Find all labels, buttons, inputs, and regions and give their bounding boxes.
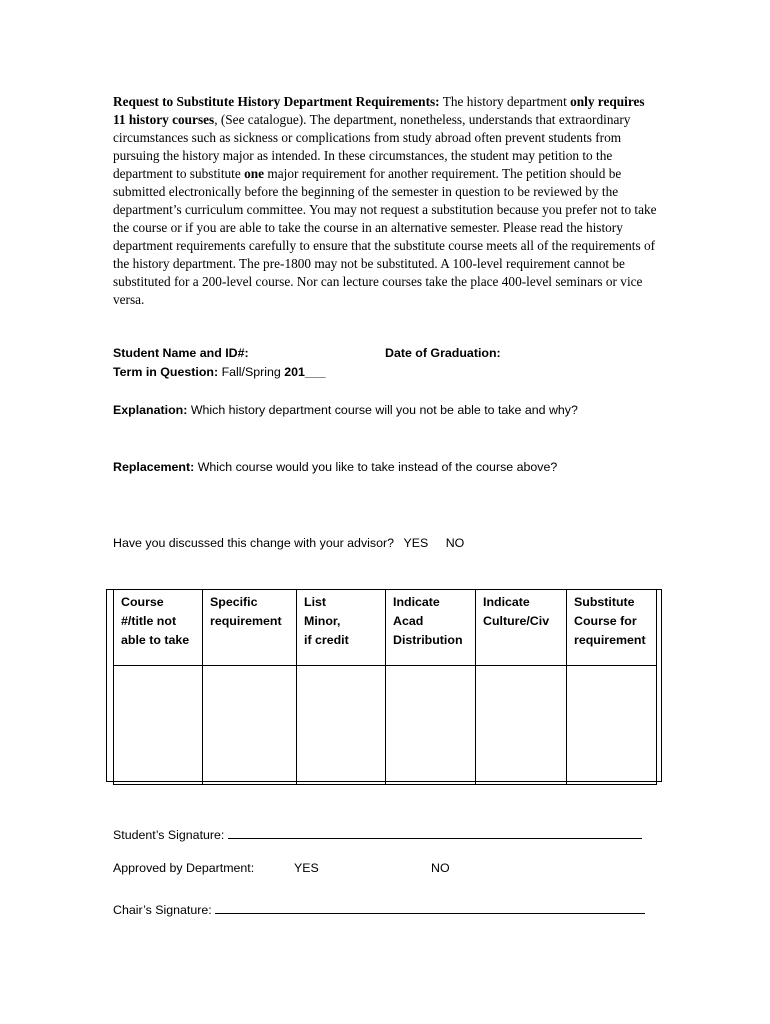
substitution-table: [113, 589, 657, 785]
approved-yes-option[interactable]: YES: [294, 861, 319, 875]
student-signature-line[interactable]: [228, 824, 642, 839]
approved-label: Approved by Department:: [113, 861, 255, 875]
header-acad-distribution: Indicate Acad Distribution: [386, 590, 476, 666]
replacement-label: Replacement:: [113, 460, 195, 474]
intro-bold-courses: only requires 11 history courses: [113, 94, 645, 127]
approved-no-option[interactable]: NO: [431, 861, 450, 875]
replacement-row: [113, 460, 557, 474]
header-specific-requirement: Specific requirement: [203, 590, 297, 666]
advisor-no-option[interactable]: NO: [445, 536, 465, 550]
cell-acad-distribution[interactable]: [386, 666, 476, 785]
graduation-date-label: Date of Graduation:: [385, 346, 501, 360]
intro-text-1: The history department: [439, 94, 571, 109]
header-culture-civ: Indicate Culture/Civ: [476, 590, 567, 666]
intro-bold-one: one: [244, 166, 265, 181]
explanation-label: Explanation:: [113, 403, 188, 417]
table-header-row: [114, 590, 657, 666]
header-course-not-able: Course #/title not able to take: [114, 590, 203, 666]
student-name-label: Student Name and ID#:: [113, 346, 249, 360]
table-input-row: [114, 666, 657, 785]
chair-signature-label: Chair’s Signature:: [113, 903, 212, 917]
intro-text-2: , (See catalogue). The department, nonetheless, understands that extraordinary circumstances such as sickness or complications from study abroad often prevent students from pursuing the history major as intended. In these circumstances, the student may petition to the department to substitute: [113, 112, 631, 181]
cell-specific-requirement[interactable]: [203, 666, 297, 785]
student-signature-row: [113, 824, 642, 842]
cell-course-not-able[interactable]: [114, 666, 203, 785]
student-signature-label: Student’s Signature:: [113, 828, 225, 842]
header-list-minor: List Minor, if credit: [297, 590, 386, 666]
explanation-row: [113, 403, 578, 417]
intro-paragraph: [113, 93, 658, 309]
term-year: 201___: [284, 365, 326, 379]
chair-signature-row: [113, 899, 645, 917]
cell-culture-civ[interactable]: [476, 666, 567, 785]
cell-substitute-course[interactable]: [567, 666, 657, 785]
replacement-text: Which course would you like to take instead of the course above?: [197, 460, 558, 474]
term-row: [113, 365, 326, 379]
chair-signature-line[interactable]: [215, 899, 645, 914]
term-label: Term in Question:: [113, 365, 219, 379]
approved-row: [113, 861, 254, 875]
intro-title: Request to Substitute History Department Requirements:: [113, 94, 440, 109]
explanation-text: Which history department course will you not be able to take and why?: [190, 403, 578, 417]
advisor-question: Have you discussed this change with your advisor?: [113, 536, 395, 550]
advisor-yes-option[interactable]: YES: [403, 536, 429, 550]
intro-text-3: major requirement for another requirement. The petition should be submitted electronically before the beginning of the semester in question to be reviewed by the department’s curriculum committee. You may not request a substitution because you prefer not to take the course or if you are able to take the course in an alternative semester. Please read the history department requirements carefully to ensure that the substitute course meets all of the requirements of the history department. The pre-1800 may not be substituted. A 100-level requirement cannot be substituted for a 200-level course. Nor can lecture courses take the place 400-level seminars or vice versa.: [113, 166, 657, 307]
advisor-row: [113, 536, 464, 550]
cell-list-minor[interactable]: [297, 666, 386, 785]
header-substitute-course: Substitute Course for requirement: [567, 590, 657, 666]
term-value: Fall/Spring: [221, 365, 285, 379]
